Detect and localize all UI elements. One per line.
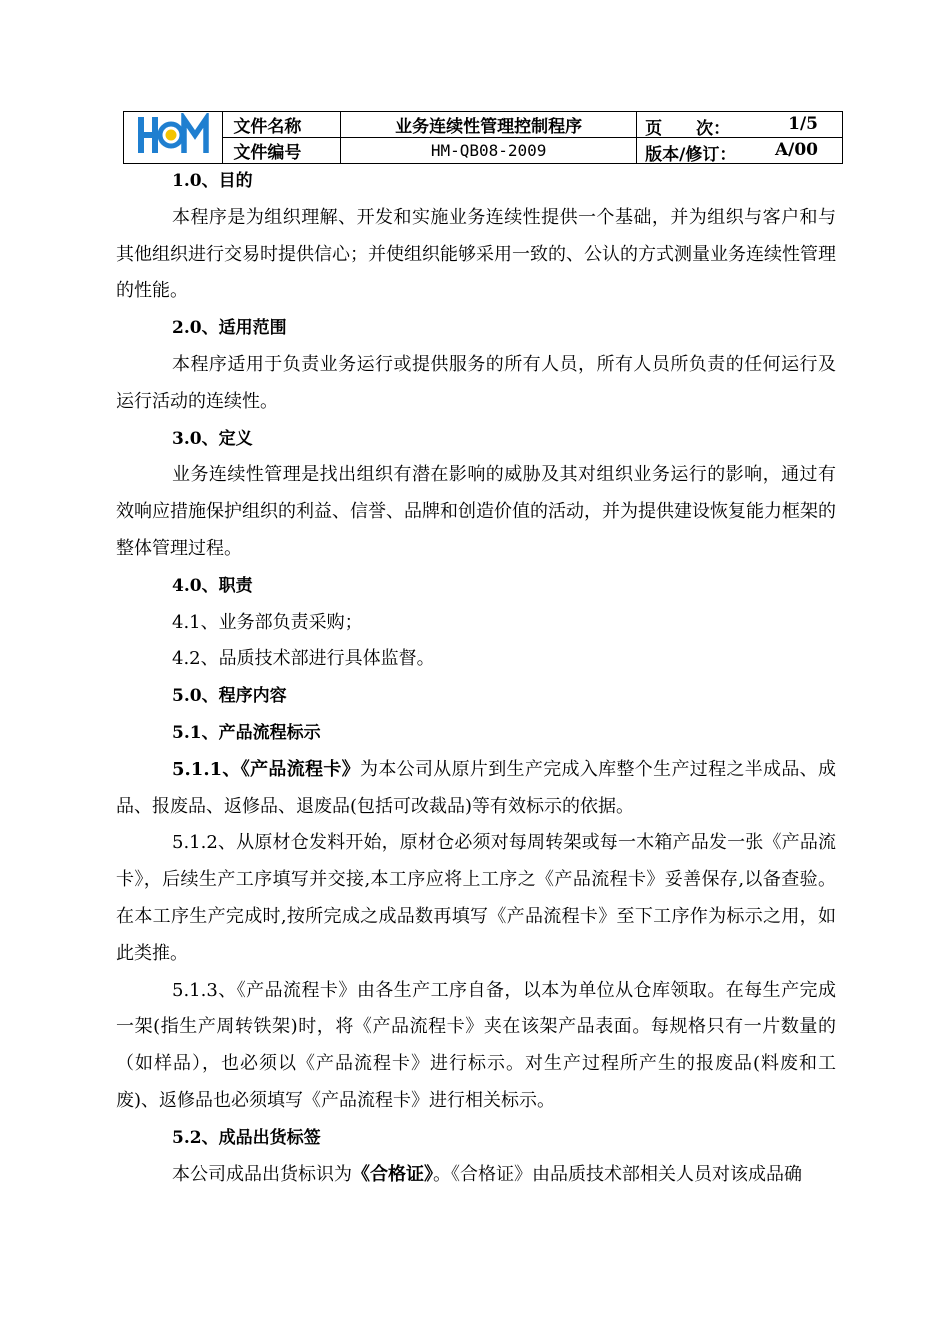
section-5-1-1-text: 为本公司从原片到生产完成入库整个生产过程之半成品、成品、报废品、返修品、退废品(包括可改裁品)等有效标示的依据。 — [116, 758, 837, 817]
section-4-item-1: 4.1、业务部负责采购； — [172, 611, 363, 633]
section-5-2-heading: 5.2、成品出货标签 — [172, 1127, 321, 1148]
section-5-1-3-paragraph: 5.1.3、《产品流程卡》由各生产工序自备，以本为单位从仓库领取。在每生产完成一架(指生产周转铁架)时，将《产品流程卡》夹在该架产品表面。每规格只有一片数量的（如样品），也必须以《产品流程卡》进行标示。对生产过程所产生的报废品(料废和工废)、返修品也必须填写《产品流程卡》进行相关标示。 — [116, 979, 836, 1111]
page-value: 1/5 — [788, 114, 818, 134]
section-5-2-text-a: 本公司成品出货标识为 — [172, 1163, 352, 1185]
section-3-heading: 3.0、定义 — [172, 428, 253, 449]
hom-logo-icon — [136, 113, 210, 157]
document-body — [116, 163, 836, 1193]
file-name-label: 文件名称 — [223, 112, 341, 138]
section-5-2-bold-term: 《合格证》 — [352, 1163, 433, 1185]
section-3-text: 业务连续性管理是找出组织有潜在影响的威胁及其对组织业务运行的影响，通过有效响应措施保护组织的利益、信誉、品牌和创造价值的活动，并为提供建设恢复能力框架的整体管理过程。 — [116, 464, 836, 559]
revision-label: 版本/修订： — [645, 145, 737, 164]
file-name-value: 业务连续性管理控制程序 — [341, 112, 637, 138]
document-header-table — [123, 111, 843, 164]
revision-value: A/00 — [774, 140, 818, 160]
company-logo — [124, 112, 223, 164]
section-2-heading: 2.0、适用范围 — [172, 318, 287, 339]
file-code-label: 文件编号 — [223, 138, 341, 164]
section-5-1-1-paragraph — [116, 752, 836, 826]
section-5-1-1-bold-term: 《产品流程卡》 — [240, 758, 360, 780]
section-4-heading: 4.0、职责 — [172, 575, 253, 596]
section-5-1-heading: 5.1、产品流程标示 — [172, 722, 321, 743]
revision-cell — [637, 138, 843, 164]
section-5-2-text-b: 。《合格证》由品质技术部相关人员对该成品确 — [433, 1163, 802, 1185]
section-5-1-1-number: 5.1.1、 — [172, 758, 241, 780]
page-cell — [637, 112, 843, 138]
section-5-1-2-paragraph: 5.1.2、从原材仓发料开始，原材仓必须对每周转架或每一木箱产品发一张《产品流卡》，后续生产工序填写并交接,本工序应将上工序之《产品流程卡》妥善保存,以备查验。在本工序生产完成时,按所完成之成品数再填写《产品流程卡》至下工序作为标示之用，如此类推。 — [116, 832, 836, 964]
file-code-value: HM-QB08-2009 — [341, 138, 637, 164]
section-1-heading: 1.0、目的 — [172, 171, 253, 191]
section-2-text: 本程序适用于负责业务运行或提供服务的所有人员，所有人员所负责的任何运行及运行活动的连续性。 — [116, 353, 836, 412]
page-label: 页 次： — [645, 119, 731, 138]
section-5-2-paragraph — [116, 1157, 836, 1194]
section-4-item-2: 4.2、品质技术部进行具体监督。 — [172, 648, 435, 670]
section-5-heading: 5.0、程序内容 — [172, 686, 287, 707]
section-1-text: 本程序是为组织理解、开发和实施业务连续性提供一个基础，并为组织与客户和与其他组织进行交易时提供信心；并使组织能够采用一致的、公认的方式测量业务连续性管理的性能。 — [116, 206, 836, 302]
